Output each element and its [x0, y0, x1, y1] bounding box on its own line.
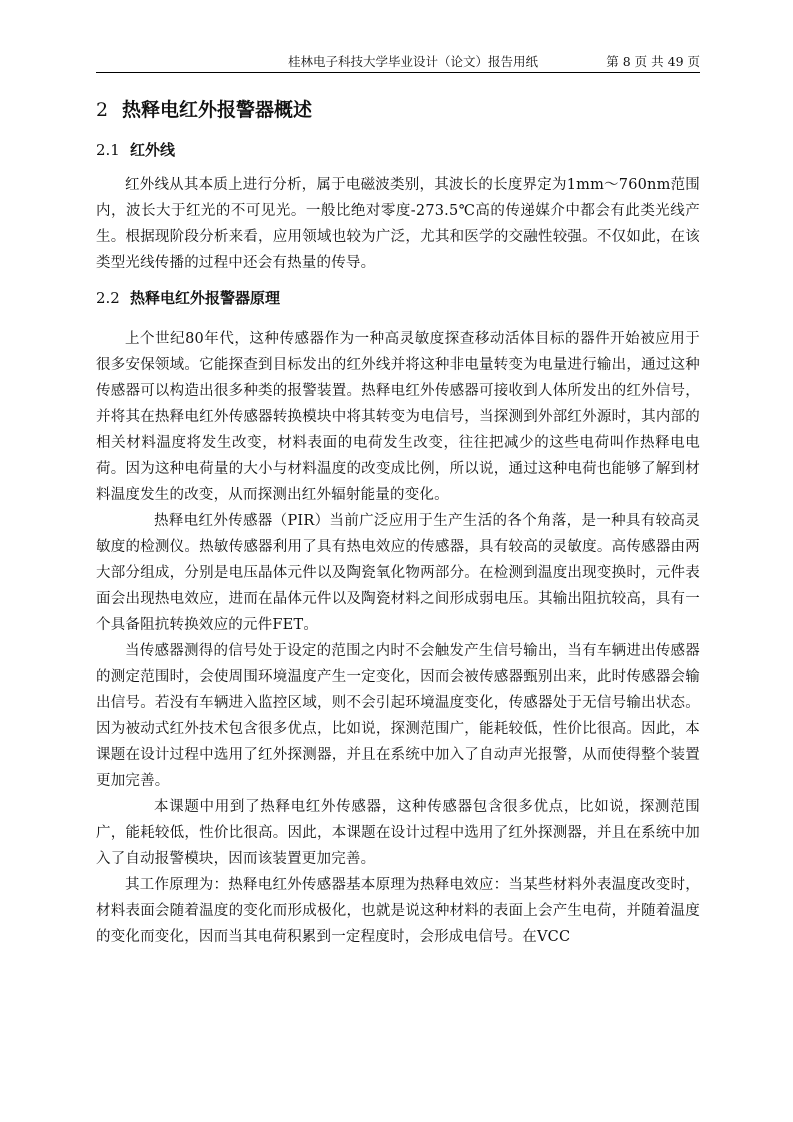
page-header: [96, 52, 700, 73]
chapter-title: 热释电红外报警器概述: [122, 99, 313, 121]
section-title: 热释电红外报警器原理: [130, 289, 281, 307]
section-number: 2.2: [96, 289, 120, 307]
paragraph: 热释电红外传感器（PIR）当前广泛应用于生产生活的各个角落，是一种具有较高灵敏度的检测仪。热敏传感器利用了具有热电效应的传感器，具有较高的灵敏度。高传感器由两大部分组成，分别是电压晶体元件以及陶瓷氧化物两部分。在检测到温度出现变换时，元件表面会出现热电效应，进而在晶体元件以及陶瓷材料之间形成弱电压。其输出阻抗较高，具有一个具备阻抗转换效应的元件FET。: [96, 513, 700, 633]
paragraph: 当传感器测得的信号处于设定的范围之内时不会触发产生信号输出，当有车辆进出传感器的测定范围时，会使周围环境温度产生一定变化，因而会被传感器甄别出来，此时传感器会输出信号。若没有车辆进入监控区域，则不会引起环境温度变化，传感器处于无信号输出状态。因为被动式红外技术包含很多优点，比如说，探测范围广，能耗较低，性价比很高。因此，本课题在设计过程中选用了红外探测器，并且在系统中加入了自动声光报警，从而使得整个装置更加完善。: [96, 643, 700, 789]
chapter-heading: [96, 92, 700, 128]
paragraph: 红外线从其本质上进行分析，属于电磁波类别，其波长的长度界定为1mm～760nm范围内，波长大于红光的不可见光。一般比绝对零度-273.5℃高的传递媒介中都会有此类光线产生。根据现阶段分析来看，应用领域也较为广泛，尤其和医学的交融性较强。不仅如此，在该类型光线传播的过程中还会有热量的传导。: [96, 177, 700, 271]
section-heading: [96, 128, 700, 172]
page-content: [96, 92, 700, 950]
header-page-info: 第 8 页 共 49 页: [606, 54, 700, 69]
chapter-number: 2: [96, 99, 109, 121]
paragraph: 上个世纪80年代，这种传感器作为一种高灵敏度探查移动活体目标的器件开始被应用于很多安保领域。它能探查到目标发出的红外线并将这种非电量转变为电量进行输出，通过这种传感器可以构造出很多种类的报警装置。热释电红外传感器可接收到人体所发出的红外信号，并将其在热释电红外传感器转换模块中将其转变为电信号，当探测到外部红外源时，其内部的相关材料温度将发生改变，材料表面的电荷发生改变，往往把减少的这些电荷叫作热释电电荷。因为这种电荷量的大小与材料温度的改变成比例，所以说，通过这种电荷也能够了解到材料温度发生的改变，从而探测出红外辐射能量的变化。: [96, 331, 700, 503]
paragraph: 其工作原理为：热释电红外传感器基本原理为热释电效应：当某些材料外表温度改变时，材料表面会随着温度的变化而形成极化，也就是说这种材料的表面上会产生电荷，并随着温度的变化而变化，因而当其电荷积累到一定程度时，会形成电信号。在VCC: [96, 877, 700, 945]
section-number: 2.1: [96, 141, 120, 159]
header-title: 桂林电子科技大学毕业设计（论文）报告用纸: [288, 54, 539, 69]
paragraph: 本课题中用到了热释电红外传感器，这种传感器包含很多优点，比如说，探测范围广，能耗较低，性价比很高。因此，本课题在设计过程中选用了红外探测器，并且在系统中加入了自动报警模块，因而该装置更加完善。: [96, 799, 700, 867]
section-heading: [96, 276, 700, 320]
section-title: 红外线: [130, 141, 176, 159]
